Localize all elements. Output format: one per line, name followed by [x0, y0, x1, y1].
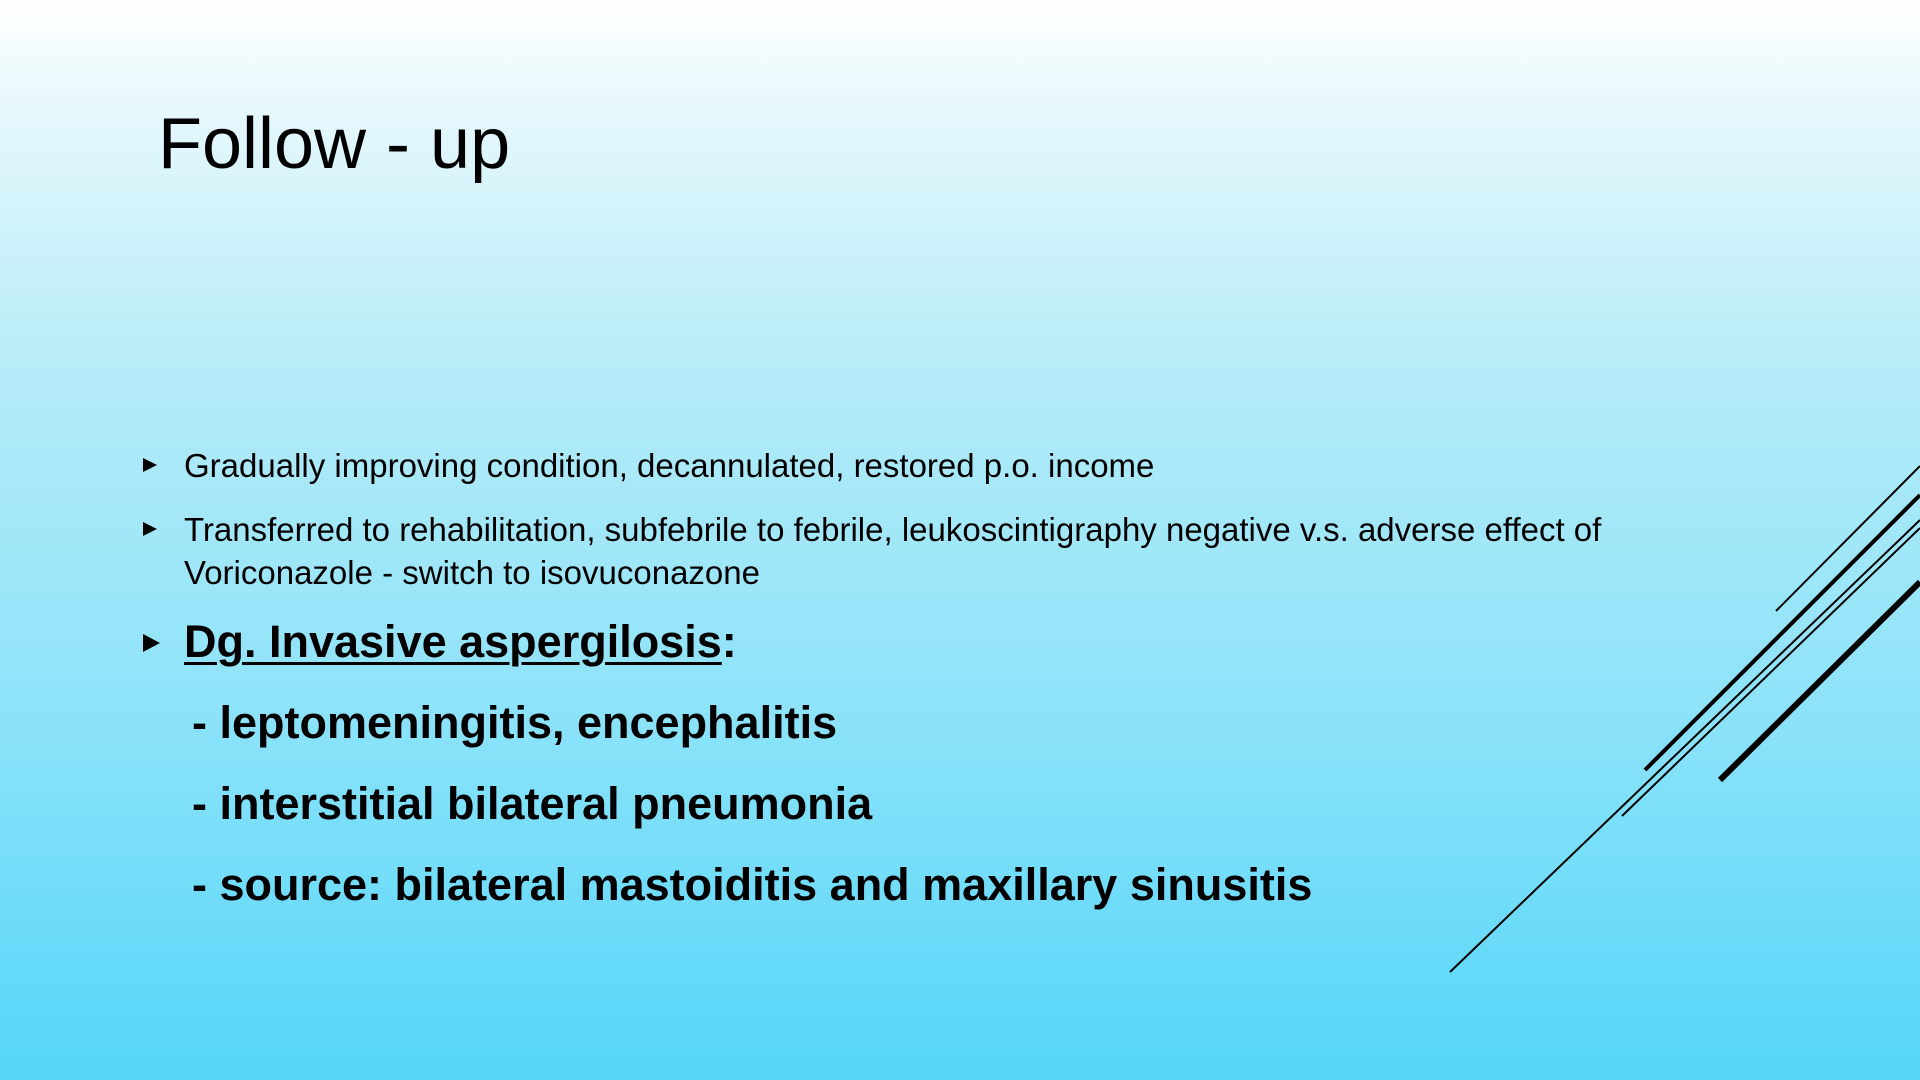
decorative-line [1645, 495, 1920, 770]
diagnosis-label: Dg. Invasive aspergilosis [184, 616, 722, 667]
decorative-line [1450, 520, 1920, 972]
decorative-line [1720, 582, 1920, 780]
bullet-text: Gradually improving condition, decannulated, restored p.o. income [184, 447, 1155, 484]
diagnosis-colon: : [721, 616, 737, 667]
bullet-text: Transferred to rehabilitation, subfebrile to febrile, leukoscintigraphy negative v.s. adverse effect of Voriconazole - switch to isovuconazone [184, 511, 1602, 591]
slide-title: Follow - up [158, 104, 511, 184]
diagnosis-item: - source: bilateral mastoiditis and maxillary sinusitis [192, 859, 1313, 910]
decorative-line [1622, 528, 1920, 816]
diagnosis-item: - leptomeningitis, encephalitis [192, 697, 838, 748]
diagnosis-item: - interstitial bilateral pneumonia [192, 778, 873, 829]
